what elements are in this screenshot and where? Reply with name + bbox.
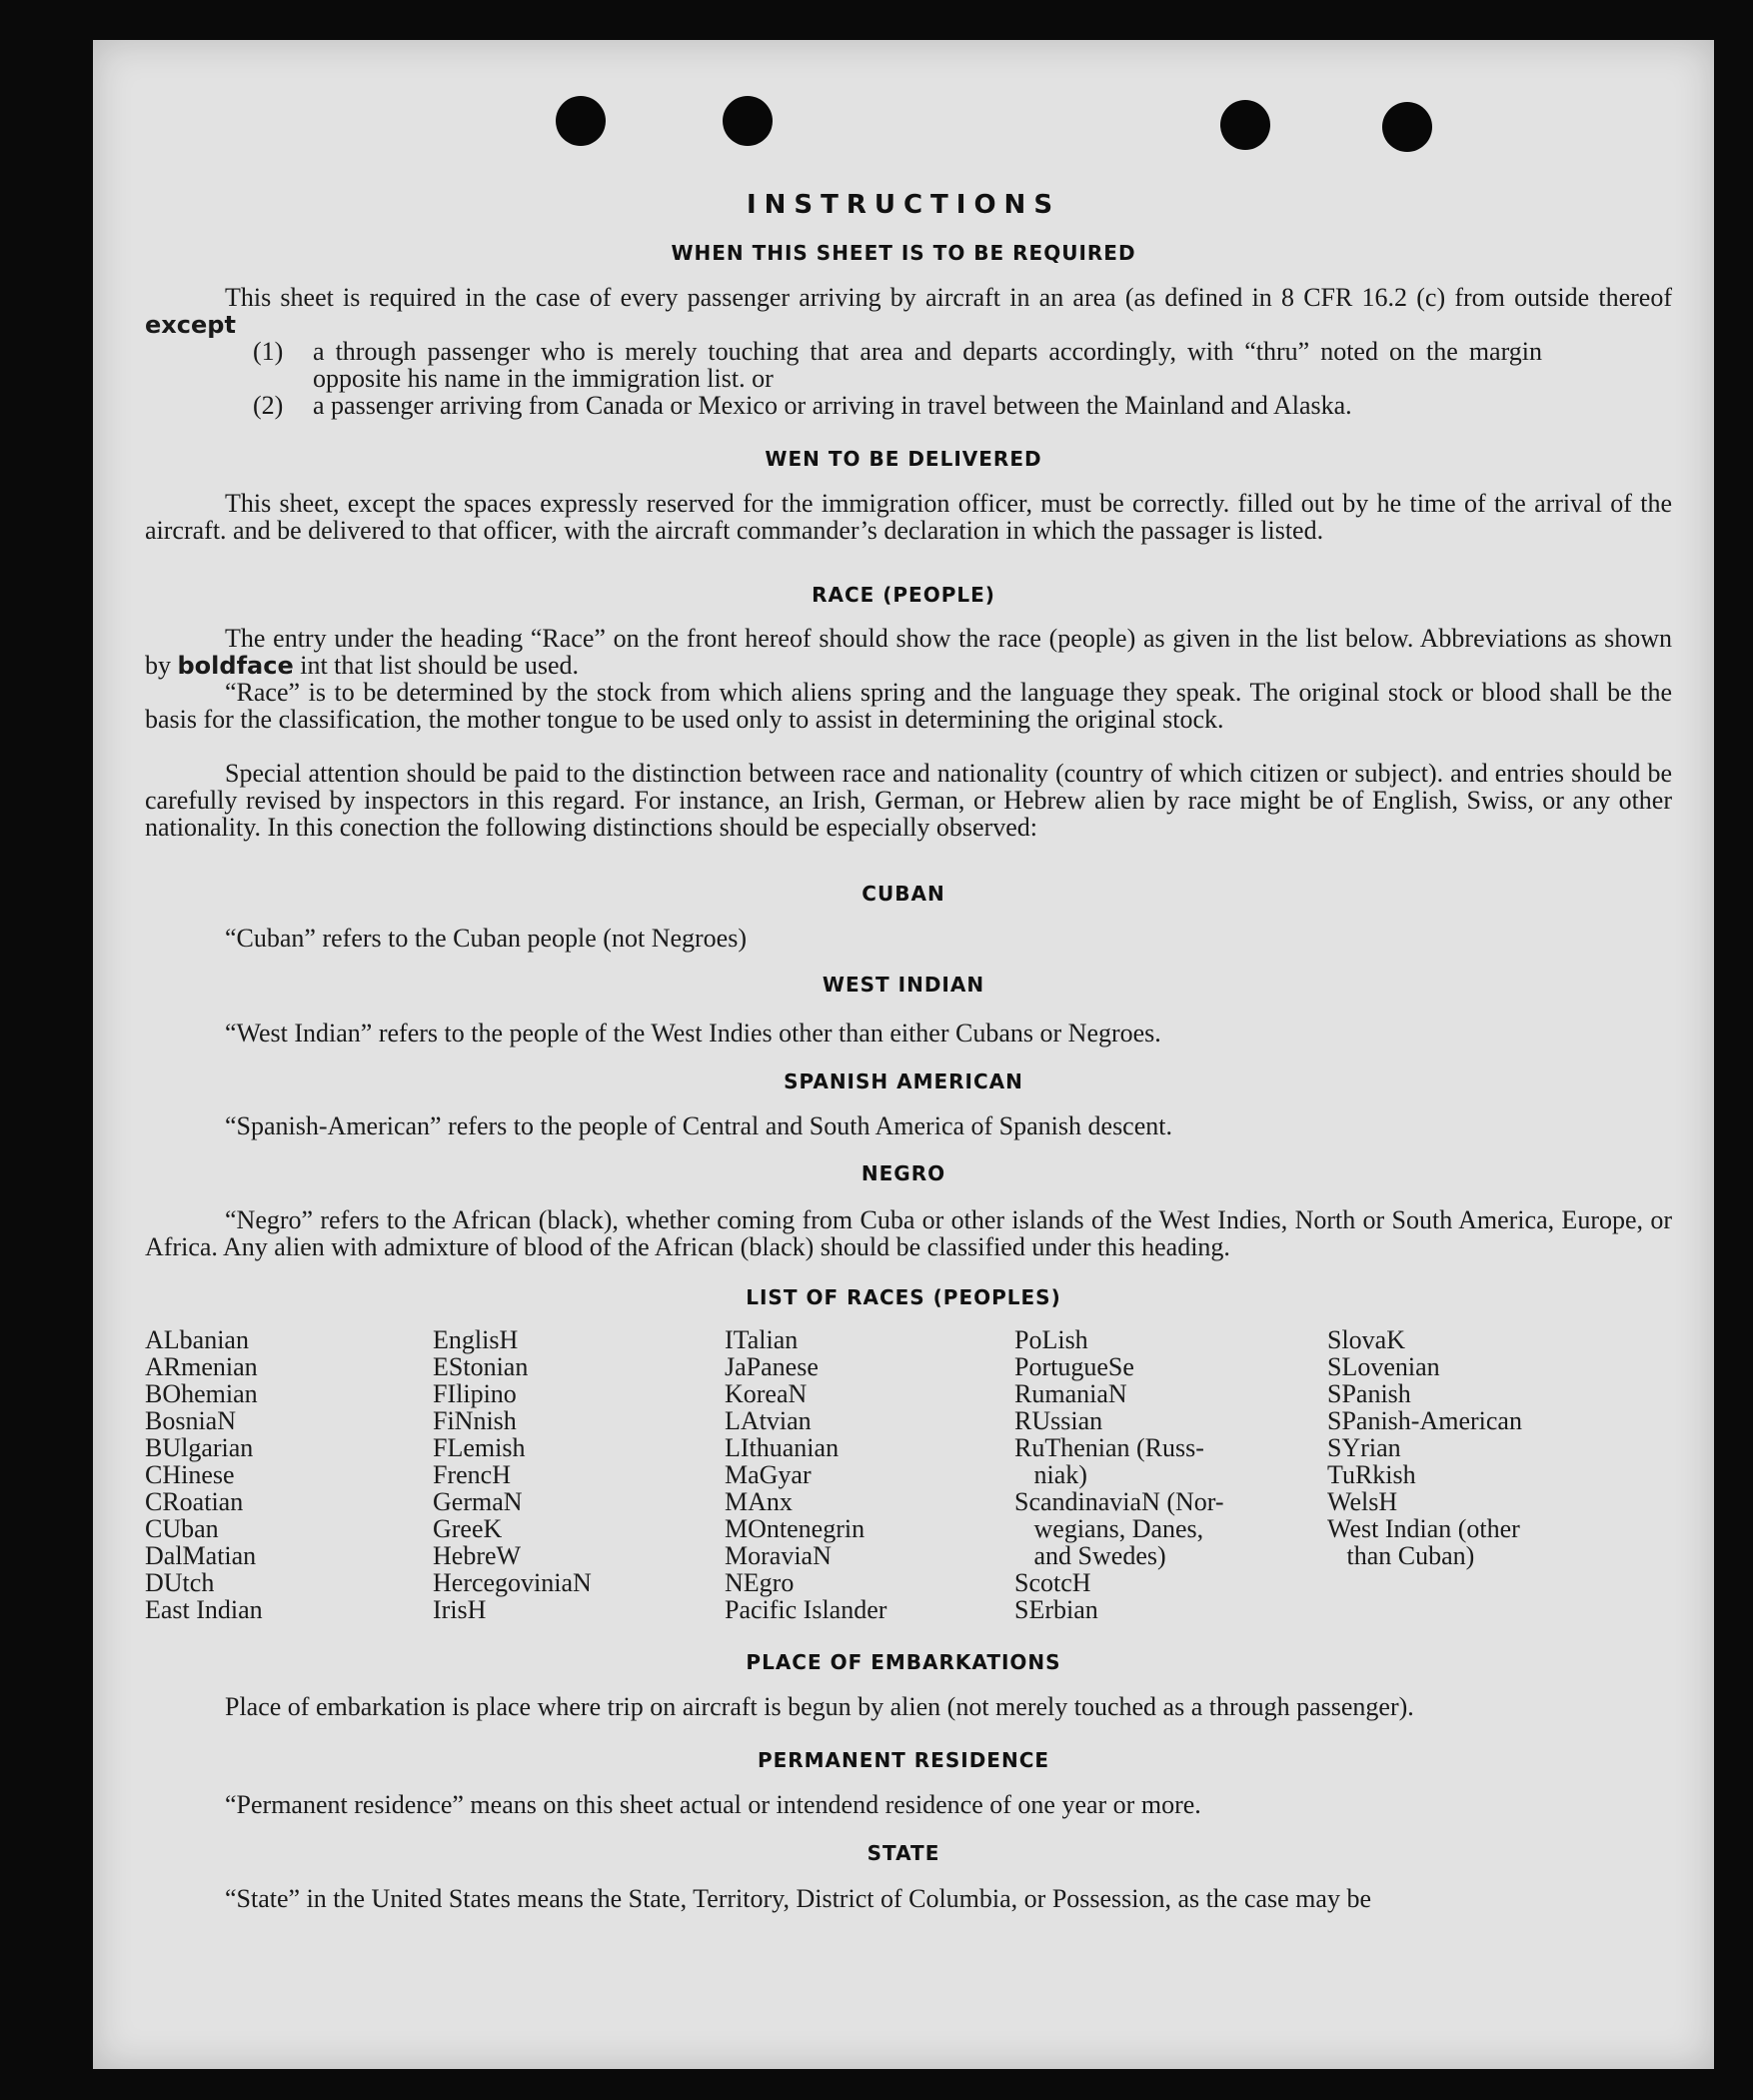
race-entry: HebreW <box>433 1541 522 1570</box>
delivered-text: This sheet, except the spaces expressly reserved for the immigration officer, must be correctly. filled out by he time of the arrival of the aircraft. and be delivered to that officer, with the aircraft commander’s declaration in which the passager is listed. <box>145 489 1672 545</box>
exception-number: (1) <box>253 337 284 366</box>
race-entry: ScandinaviaN (Nor- <box>1014 1487 1224 1516</box>
race-entry: FrencH <box>433 1460 511 1489</box>
race-paragraph-2: “Race” is to be determined by the stock from which aliens spring and the language they speak. The original stock or blood shall be the basis for the classification, the mother tongue to be used only to assist in determining the original stock. <box>145 678 1672 734</box>
section-heading-embarkation: PLACE OF EMBARKATIONS <box>746 1650 1061 1674</box>
race-entry: West Indian (other <box>1327 1514 1520 1543</box>
race-list-column-3 <box>725 1326 1014 1623</box>
race-entry: DalMatian <box>145 1541 257 1570</box>
race-entry: LAtvian <box>725 1406 812 1435</box>
race-entry: GermaN <box>433 1487 523 1516</box>
race-entry: RumaniaN <box>1014 1379 1127 1408</box>
intro-text: This sheet is required in the case of every passenger arriving by aircraft in an area (as defined in 8 CFR 16.2 (c) from outside thereof <box>225 283 1672 312</box>
race-entry: FLemish <box>433 1433 526 1462</box>
race-entry: EnglisH <box>433 1325 519 1354</box>
race-entry: BosniaN <box>145 1406 236 1435</box>
race-entry: FiNnish <box>433 1406 517 1435</box>
race-entry: SYrian <box>1327 1433 1401 1462</box>
race-entry: ALbanian <box>145 1325 249 1354</box>
exception-number: (2) <box>253 391 284 420</box>
race-entry: JaPanese <box>725 1352 819 1381</box>
race-list-column-1 <box>145 1326 415 1623</box>
section-heading-state: STATE <box>867 1841 940 1865</box>
intro-bold-except: except <box>145 311 236 339</box>
race-list-column-4 <box>1014 1326 1314 1623</box>
section-heading-cuban: CUBAN <box>862 882 945 906</box>
race-entry: RuThenian (Russ- <box>1014 1433 1204 1462</box>
race-entry: SlovaK <box>1327 1325 1405 1354</box>
spanish-american-text: “Spanish-American” refers to the people of Central and South America of Spanish descent. <box>225 1111 1172 1140</box>
race-entry: GreeK <box>433 1514 503 1543</box>
cuban-text: “Cuban” refers to the Cuban people (not Negroes) <box>225 924 747 953</box>
when-required-intro <box>145 284 1672 339</box>
race-entry: RUssian <box>1014 1406 1103 1435</box>
race-entry: BOhemian <box>145 1379 258 1408</box>
race-entry: CUban <box>145 1514 219 1543</box>
race-entry: East Indian <box>145 1595 263 1624</box>
race-paragraph-1 <box>145 625 1672 680</box>
race-entry: ScotcH <box>1014 1568 1091 1597</box>
race-entry: MoraviaN <box>725 1541 832 1570</box>
punch-hole <box>723 96 773 146</box>
race-entry: IrisH <box>433 1595 487 1624</box>
race-entry: NEgro <box>725 1568 795 1597</box>
race-entry: MAnx <box>725 1487 793 1516</box>
race-entry: LIthuanian <box>725 1433 840 1462</box>
embarkation-text: Place of embarkation is place where trip on aircraft is begun by alien (not merely touched as a through passenger). <box>225 1692 1414 1721</box>
race-entry: CHinese <box>145 1460 235 1489</box>
punch-hole <box>1382 102 1432 152</box>
exception-text: a through passenger who is merely touching that area and departs accordingly, with “thru” noted on the margin opposite his name in the immigration list. or <box>313 337 1542 393</box>
race-entry: SErbian <box>1014 1595 1098 1624</box>
race-bold-boldface: boldface <box>177 652 294 680</box>
race-entry: niak) <box>1014 1460 1087 1489</box>
race-entry: SPanish-American <box>1327 1406 1522 1435</box>
race-entry: SLovenian <box>1327 1352 1440 1381</box>
race-entry: BUlgarian <box>145 1433 254 1462</box>
race-list-column-2 <box>433 1326 713 1623</box>
section-heading-delivered: WEN TO BE DELIVERED <box>765 447 1042 471</box>
race-entry: ITalian <box>725 1325 799 1354</box>
page-title: INSTRUCTIONS <box>746 190 1061 220</box>
race-entry: HercegoviniaN <box>433 1568 592 1597</box>
state-text: “State” in the United States means the State, Territory, District of Columbia, or Possession, as the case may be <box>225 1884 1371 1913</box>
section-heading-negro: NEGRO <box>861 1161 946 1185</box>
section-heading-west-indian: WEST INDIAN <box>822 973 985 997</box>
race-entry: TuRkish <box>1327 1460 1416 1489</box>
race-entry: PoLish <box>1014 1325 1088 1354</box>
race-entry: EStonian <box>433 1352 529 1381</box>
race-paragraph-3: Special attention should be paid to the distinction between race and nationality (country of which citizen or subject). and entries should be carefully revised by inspectors in this regard. For instance, an Irish, German, or Hebrew alien by race might be of English, Swiss, or any other nationality. In this conection the following distinctions should be especially observed: <box>145 759 1672 842</box>
race-entry: and Swedes) <box>1014 1541 1166 1570</box>
race-entry: Pacific Islander <box>725 1595 887 1624</box>
exception-item-2 <box>253 392 1672 448</box>
residence-text: “Permanent residence” means on this sheet actual or intendend residence of one year or more. <box>225 1790 1201 1819</box>
exception-text: a passenger arriving from Canada or Mexico or arriving in travel between the Mainland and Alaska. <box>313 391 1352 420</box>
race-entry: WelsH <box>1327 1487 1398 1516</box>
section-heading-list-of-races: LIST OF RACES (PEOPLES) <box>746 1285 1061 1309</box>
race-entry: PortugueSe <box>1014 1352 1134 1381</box>
race-text: The entry under the heading “Race” on the front hereof should show the race (people) as given in the list below. Abbreviations as shown by <box>145 624 1672 680</box>
race-entry: DUtch <box>145 1568 215 1597</box>
west-indian-text: “West Indian” refers to the people of the West Indies other than either Cubans or Negroes. <box>225 1019 1161 1048</box>
race-list-column-5 <box>1327 1326 1672 1569</box>
section-heading-spanish-american: SPANISH AMERICAN <box>784 1069 1023 1093</box>
exception-item-1 <box>253 338 1672 394</box>
race-entry: SPanish <box>1327 1379 1411 1408</box>
negro-text: “Negro” refers to the African (black), whether coming from Cuba or other islands of the West Indies, North or South America, Europe, or Africa. Any alien with admixture of blood of the African (black) should be classified under this heading. <box>145 1205 1672 1261</box>
race-entry: MaGyar <box>725 1460 812 1489</box>
race-entry: MOntenegrin <box>725 1514 866 1543</box>
race-entry: than Cuban) <box>1327 1541 1475 1570</box>
race-entry: CRoatian <box>145 1487 244 1516</box>
section-heading-race: RACE (PEOPLE) <box>812 583 995 607</box>
punch-hole <box>556 96 606 146</box>
document-page <box>93 40 1714 2069</box>
race-entry: wegians, Danes, <box>1014 1514 1204 1543</box>
race-entry: FIlipino <box>433 1379 517 1408</box>
race-entry: KoreaN <box>725 1379 808 1408</box>
race-entry: ARmenian <box>145 1352 258 1381</box>
punch-hole <box>1220 100 1270 150</box>
race-text: int that list should be used. <box>293 651 579 680</box>
section-heading-when-required: WHEN THIS SHEET IS TO BE REQUIRED <box>671 241 1136 265</box>
section-heading-permanent-residence: PERMANENT RESIDENCE <box>757 1748 1050 1772</box>
